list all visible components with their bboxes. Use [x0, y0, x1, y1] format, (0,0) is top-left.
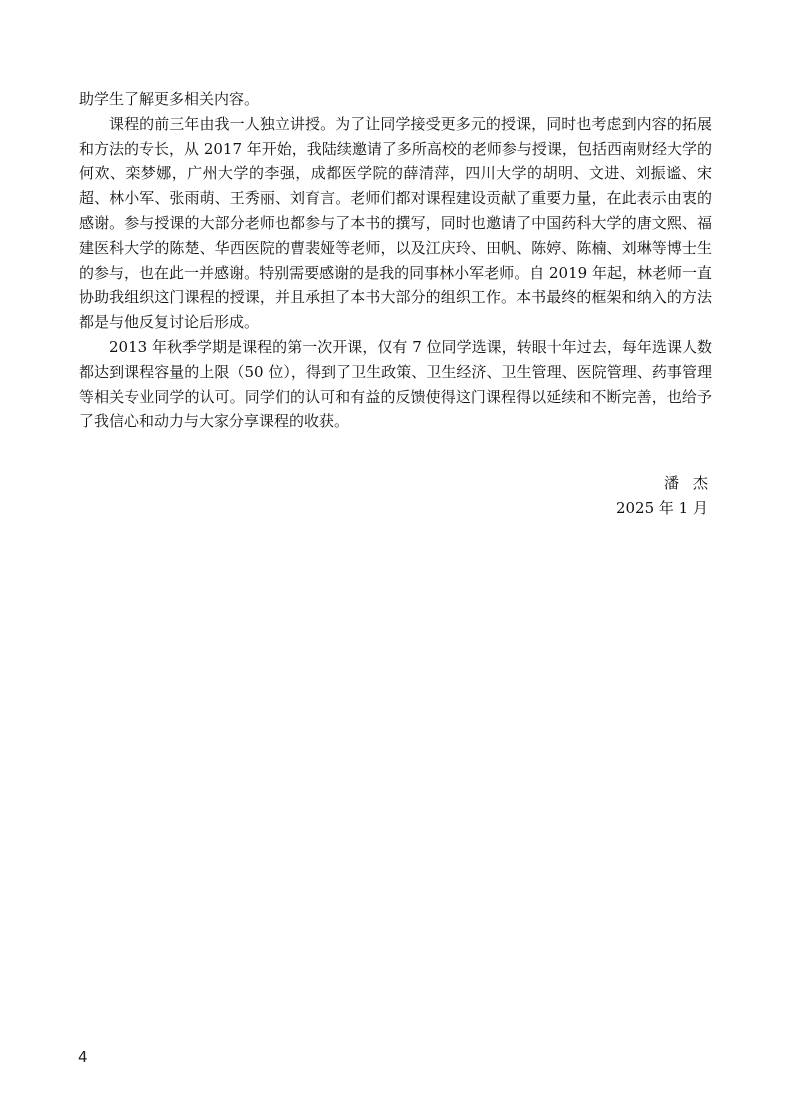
page-number: 4 [78, 1048, 88, 1066]
paragraph-continuation: 助学生了解更多相关内容。 [79, 90, 260, 108]
signature-block [615, 471, 722, 521]
paragraph-instructors: 课程的前三年由我一人独立讲授。为了让同学接受更多元的授课，同时也考虑到内容的拓展和方法的专长，从 2017 年开始，我陆续邀请了多所高校的老师参与授课，包括西南财经大学的何欢、栾梦娜，广州大学的李强，成都医学院的薛清萍，四川大学的胡明、文进、刘振谧、宋超、林小军、张雨萌、王秀丽、刘育言。老师们都对课程建设贡献了重要力量，在此表示由衷的感谢。参与授课的大部分老师也都参与了本书的撰写，同时也邀请了中国药科大学的唐文熙、福建医科大学的陈楚、华西医院的曹裴娅等老师，以及江庆玲、田帆、陈婷、陈楠、刘琳等博士生的参与，也在此一并感谢。特别需要感谢的是我的同事林小军老师。自 2019 年起，林老师一直协助我组织这门课程的授课，并且承担了本书大部分的组织工作。本书最终的框架和纳入的方法都是与他反复讨论后形成。 [79, 114, 712, 332]
paragraph-course-history: 2013 年秋季学期是课程的第一次开课，仅有 7 位同学选课，转眼十年过去，每年选课人数都达到课程容量的上限（50 位），得到了卫生政策、卫生经济、卫生管理、医院管理、药事管理等相关专业同学的认可。同学们的认可和有益的反馈使得这门课程得以延续和不断完善，也给予了我信心和动力与大家分享课程的收获。 [79, 337, 712, 431]
author-name: 潘杰 [663, 474, 722, 492]
signature-date: 2025 年 1 月 [615, 499, 708, 517]
preface-body [79, 87, 712, 434]
